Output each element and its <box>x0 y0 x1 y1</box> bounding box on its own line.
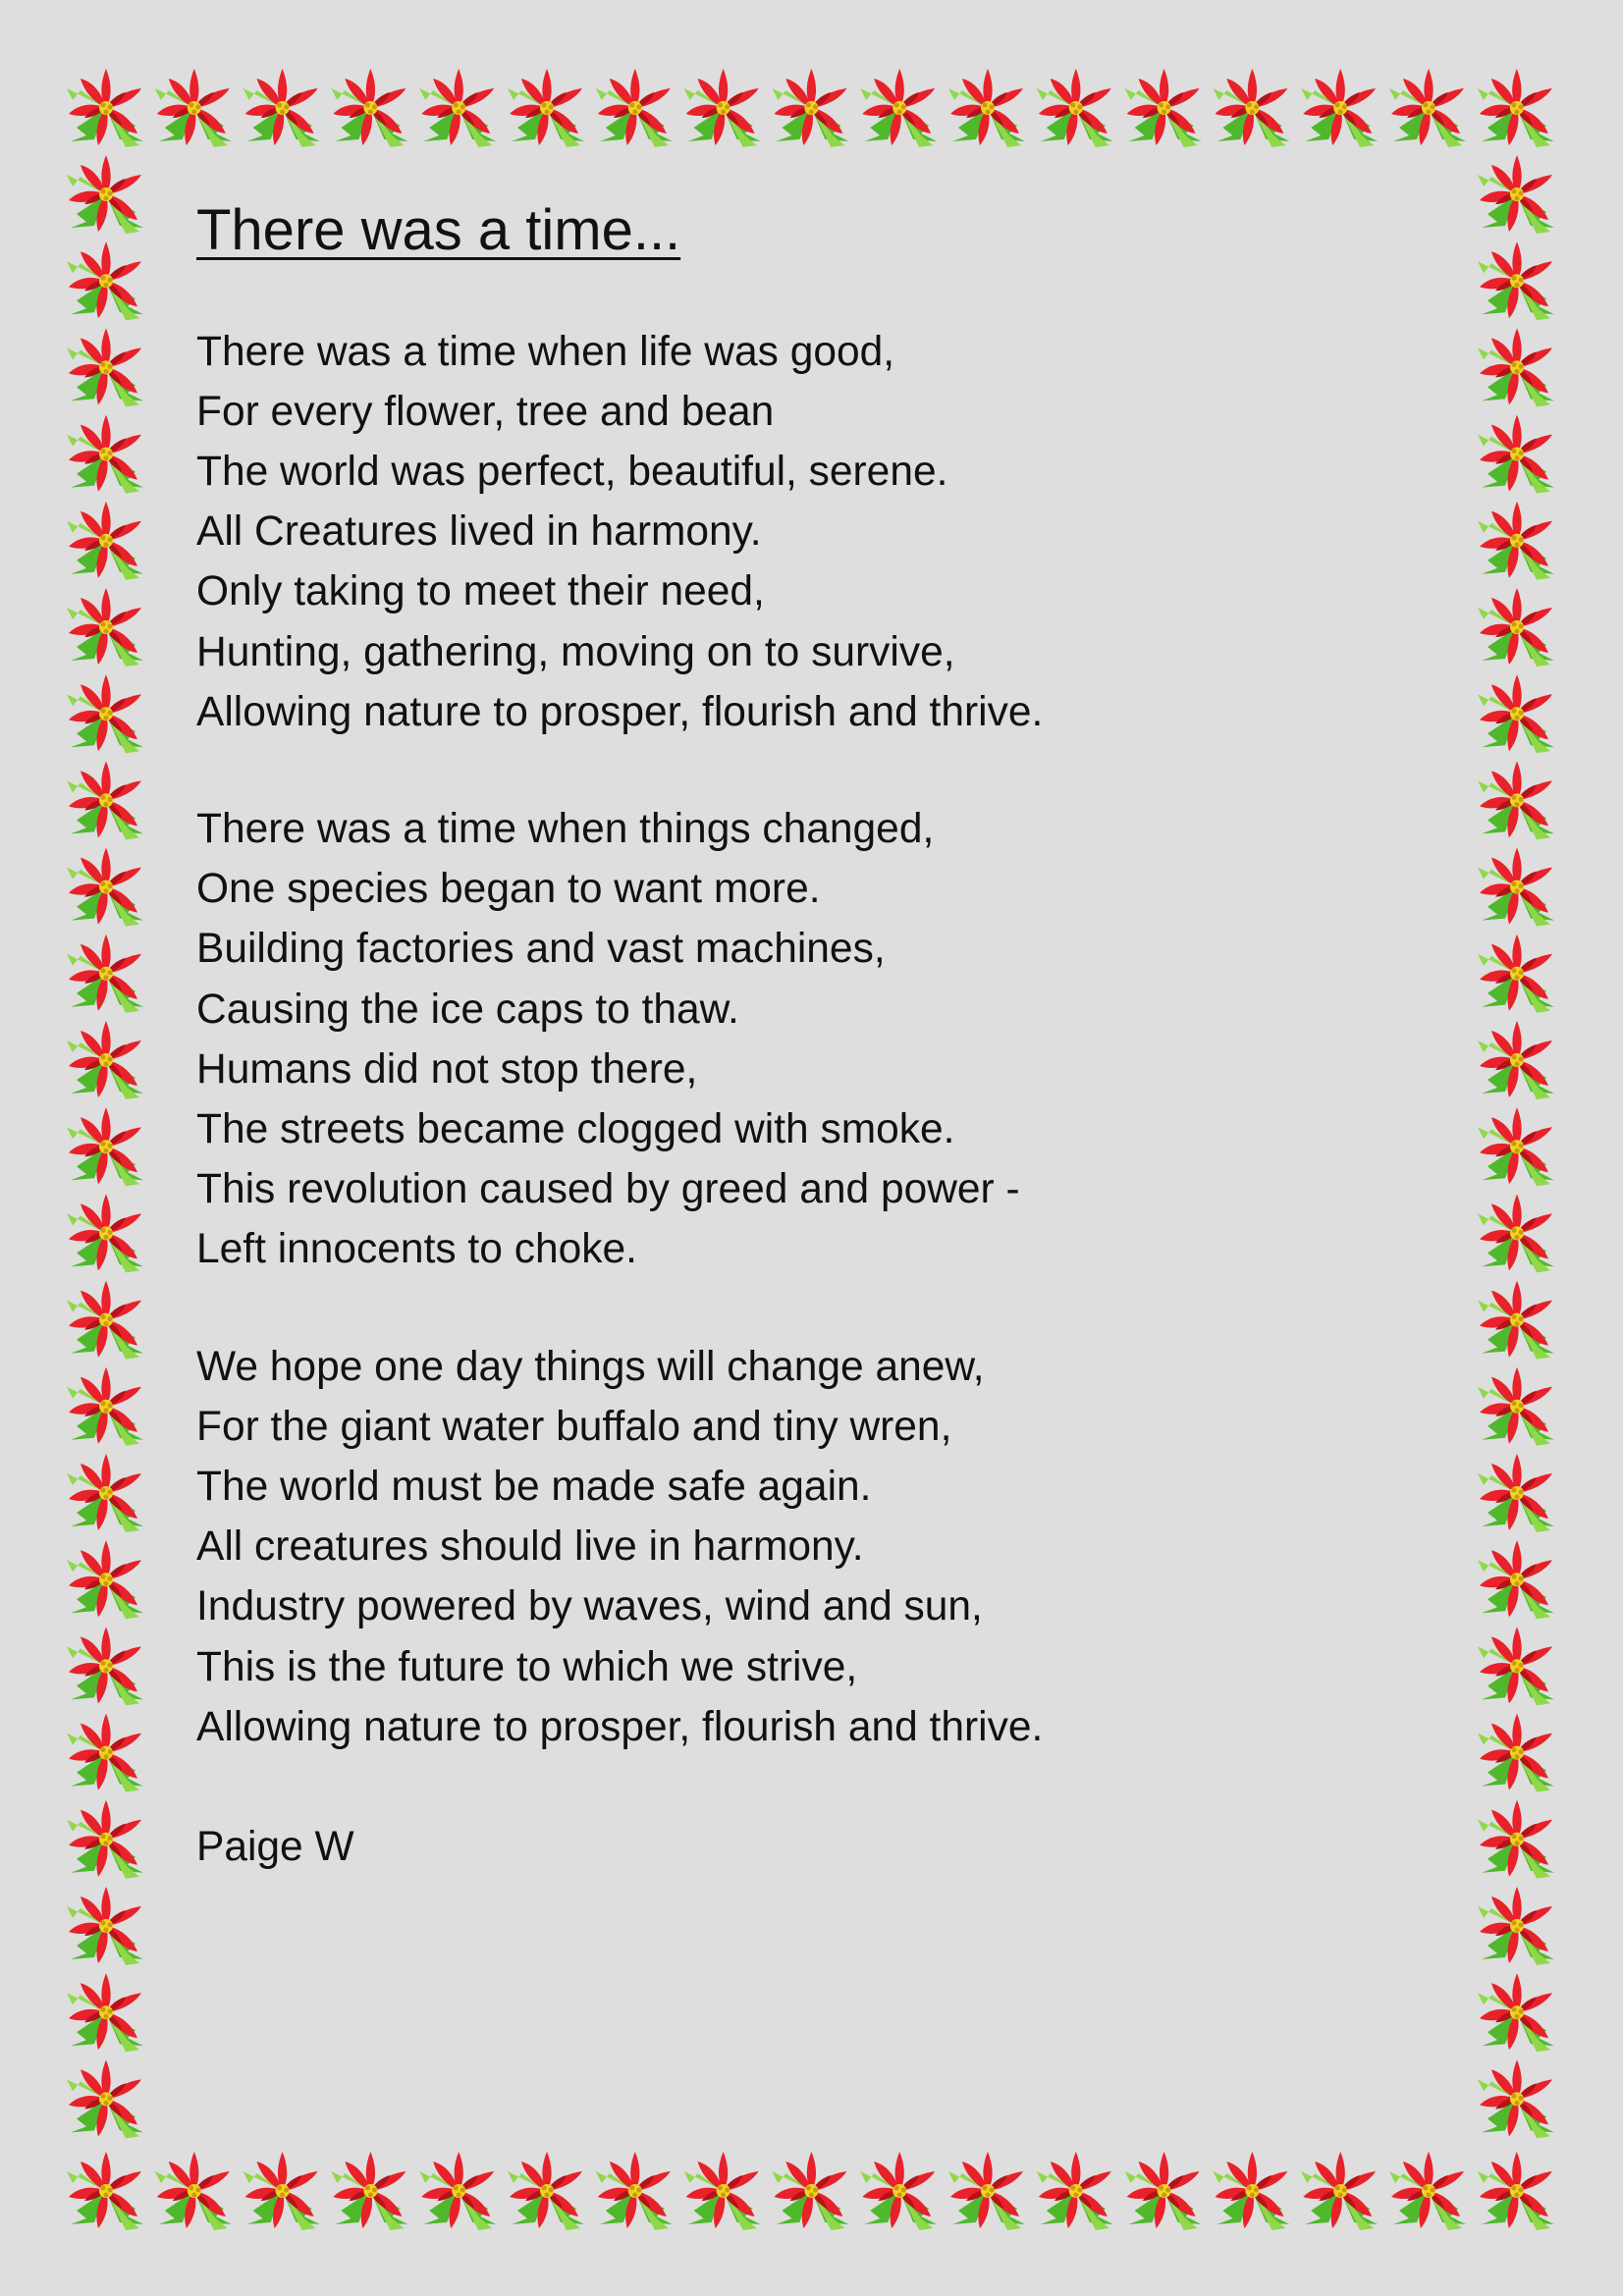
poinsettia-icon <box>331 69 407 147</box>
poinsettia-icon <box>67 1367 143 1446</box>
poinsettia-icon <box>1125 2152 1202 2230</box>
poinsettia-icon <box>1478 1281 1554 1360</box>
poinsettia-icon <box>860 69 937 147</box>
poinsettia-icon <box>1125 69 1202 147</box>
poinsettia-icon <box>860 2152 937 2230</box>
stanza-1 <box>196 322 1453 742</box>
poinsettia-icon <box>1389 2152 1466 2230</box>
poinsettia-icon <box>67 1887 143 1965</box>
poinsettia-icon <box>1478 1887 1554 1965</box>
poinsettia-icon <box>948 69 1025 147</box>
poinsettia-icon <box>67 1714 143 1792</box>
stanza-3 <box>196 1337 1453 1757</box>
poem-line: Only taking to meet their need, <box>196 568 765 615</box>
poinsettia-icon <box>1478 848 1554 927</box>
poem-line: The world must be made safe again. <box>196 1464 872 1511</box>
poinsettia-icon <box>684 69 761 147</box>
poinsettia-icon <box>67 1281 143 1360</box>
poinsettia-icon <box>1478 2152 1554 2230</box>
poinsettia-icon <box>155 69 232 147</box>
poinsettia-icon <box>1478 588 1554 667</box>
poem-line: We hope one day things will change anew, <box>196 1343 985 1390</box>
poinsettia-icon <box>155 2152 232 2230</box>
poinsettia-icon <box>67 674 143 753</box>
poem-title: There was a time... <box>196 198 681 262</box>
poem-line: Building factories and vast machines, <box>196 926 886 973</box>
poinsettia-icon <box>1478 1194 1554 1272</box>
poinsettia-icon <box>67 588 143 667</box>
poinsettia-icon <box>1478 2059 1554 2138</box>
poinsettia-icon <box>596 69 673 147</box>
poem-line: The streets became clogged with smoke. <box>196 1106 955 1153</box>
poinsettia-icon <box>67 328 143 406</box>
poinsettia-icon <box>419 2152 496 2230</box>
poinsettia-icon <box>67 2059 143 2138</box>
stanza-2 <box>196 799 1453 1280</box>
poinsettia-icon <box>1478 934 1554 1013</box>
poem-line: Left innocents to choke. <box>196 1226 637 1273</box>
poinsettia-icon <box>67 69 143 147</box>
poinsettia-icon <box>1478 1367 1554 1446</box>
poem-line: Hunting, gathering, moving on to survive, <box>196 628 955 675</box>
poinsettia-icon <box>1478 674 1554 753</box>
poem-line: This is the future to which we strive, <box>196 1643 858 1690</box>
poem-line: Causing the ice caps to thaw. <box>196 986 739 1033</box>
poinsettia-icon <box>1478 1021 1554 1099</box>
poinsettia-icon <box>1478 1454 1554 1532</box>
poinsettia-icon <box>1478 1973 1554 2052</box>
poinsettia-icon <box>1478 1714 1554 1792</box>
poinsettia-icon <box>1301 69 1378 147</box>
poinsettia-icon <box>1478 69 1554 147</box>
poinsettia-icon <box>772 69 848 147</box>
poinsettia-icon <box>243 2152 320 2230</box>
poinsettia-icon <box>1213 2152 1289 2230</box>
poinsettia-icon <box>67 1194 143 1272</box>
poinsettia-icon <box>67 1107 143 1186</box>
poinsettia-icon <box>772 2152 848 2230</box>
poinsettia-icon <box>1389 69 1466 147</box>
poem-line: All creatures should live in harmony. <box>196 1523 864 1571</box>
poinsettia-icon <box>67 1540 143 1619</box>
poinsettia-icon <box>1301 2152 1378 2230</box>
poinsettia-icon <box>419 69 496 147</box>
poinsettia-icon <box>684 2152 761 2230</box>
poinsettia-icon <box>1478 328 1554 406</box>
poinsettia-icon <box>1037 69 1113 147</box>
poem-line: There was a time when things changed, <box>196 806 935 853</box>
poem-line: For every flower, tree and bean <box>196 388 775 435</box>
poinsettia-icon <box>1478 502 1554 580</box>
poinsettia-icon <box>67 761 143 839</box>
poem-line: This revolution caused by greed and power - <box>196 1166 1020 1213</box>
poem-line: Humans did not stop there, <box>196 1045 698 1093</box>
poinsettia-icon <box>1478 415 1554 494</box>
poinsettia-icon <box>67 415 143 494</box>
poinsettia-icon <box>596 2152 673 2230</box>
poem-line: Industry powered by waves, wind and sun, <box>196 1583 983 1630</box>
poem-line: Allowing nature to prosper, flourish and thrive. <box>196 1703 1044 1750</box>
poinsettia-icon <box>1478 1800 1554 1879</box>
poem-author: Paige W <box>196 1824 354 1871</box>
poem-line: All Creatures lived in harmony. <box>196 508 762 556</box>
poinsettia-icon <box>67 1454 143 1532</box>
poem-line: One species began to want more. <box>196 866 821 913</box>
poinsettia-icon <box>67 1627 143 1705</box>
poinsettia-icon <box>67 1973 143 2052</box>
poem-line: There was a time when life was good, <box>196 328 895 375</box>
poem-line: The world was perfect, beautiful, serene. <box>196 449 948 495</box>
poinsettia-icon <box>1037 2152 1113 2230</box>
poinsettia-icon <box>67 934 143 1013</box>
poinsettia-icon <box>67 241 143 320</box>
poinsettia-icon <box>1478 1540 1554 1619</box>
poem-line: Allowing nature to prosper, flourish and thrive. <box>196 688 1044 735</box>
poinsettia-icon <box>1478 155 1554 234</box>
poinsettia-icon <box>67 155 143 234</box>
poinsettia-icon <box>67 1800 143 1879</box>
poinsettia-icon <box>1478 761 1554 839</box>
poinsettia-icon <box>67 1021 143 1099</box>
poinsettia-icon <box>948 2152 1025 2230</box>
poinsettia-icon <box>67 502 143 580</box>
poinsettia-icon <box>67 2152 143 2230</box>
poem-page <box>196 196 1453 1877</box>
poinsettia-icon <box>508 69 584 147</box>
poinsettia-icon <box>508 2152 584 2230</box>
poinsettia-icon <box>1478 1107 1554 1186</box>
poinsettia-icon <box>1478 1627 1554 1705</box>
poinsettia-icon <box>1213 69 1289 147</box>
poinsettia-icon <box>331 2152 407 2230</box>
poem-line: For the giant water buffalo and tiny wren, <box>196 1403 952 1450</box>
poinsettia-icon <box>1478 241 1554 320</box>
poinsettia-icon <box>67 848 143 927</box>
poinsettia-icon <box>243 69 320 147</box>
